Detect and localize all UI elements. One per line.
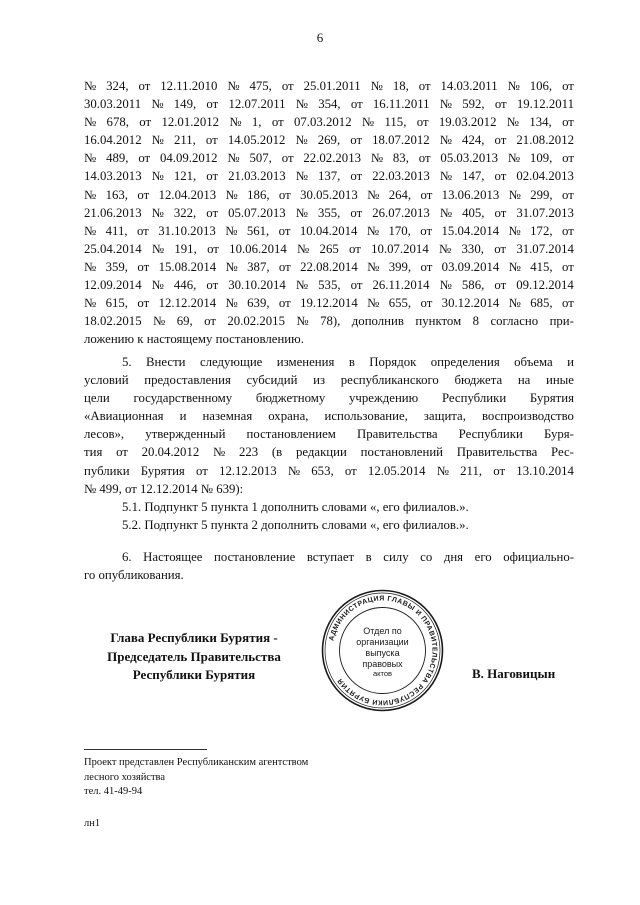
- text-line: 5.2. Подпункт 5 пункта 2 дополнить словами «, его филиалов.».: [122, 517, 469, 532]
- position-line: Республики Бурятия: [132, 667, 256, 682]
- footnote-divider: [84, 749, 207, 750]
- text-line: 18.02.2015 № 69, от 20.02.2015 № 78), дополнив пунктом 8 согласно при-: [84, 314, 574, 329]
- official-stamp: [320, 588, 445, 713]
- text-line: 25.04.2014 № 191, от 10.06.2014 № 265 от 10.07.2014 № 330, от 31.07.2014: [84, 241, 574, 256]
- paragraph-item-5: [84, 353, 574, 534]
- text-line: № 163, от 12.04.2013 № 186, от 30.05.2013 № 264, от 13.06.2013 № 299, от: [84, 187, 574, 202]
- text-line: го опубликования.: [84, 568, 184, 583]
- text-line: № 678, от 12.01.2012 № 1, от 07.03.2012 № 115, от 19.03.2012 № 134, от: [84, 115, 574, 130]
- text-line: условий предоставления субсидий из республиканского бюджета на иные: [84, 373, 574, 388]
- stamp-text: актов: [372, 669, 393, 678]
- text-line: № 411, от 31.10.2013 № 561, от 10.04.2014 № 170, от 15.04.2014 № 172, от: [84, 223, 574, 238]
- text-line: № 489, от 04.09.2012 № 507, от 22.02.2013 № 83, от 05.03.2013 № 109, от: [84, 151, 574, 166]
- text-line: «Авиационная и наземная охрана, использование, защита, воспроизводство: [84, 409, 574, 424]
- text-line: № 359, от 15.08.2014 № 387, от 22.08.2014 № 399, от 03.09.2014 № 415, от: [84, 259, 574, 274]
- text-line: № 324, от 12.11.2010 № 475, от 25.01.2011 № 18, от 14.03.2011 № 106, от: [84, 79, 574, 93]
- text-line: 16.04.2012 № 211, от 14.05.2012 № 269, от 18.07.2012 № 424, от 21.08.2012: [84, 133, 574, 148]
- paragraph-amendment-list: [84, 77, 574, 348]
- text-line: ложению к настоящему постановлению.: [84, 332, 304, 347]
- text-line: 5.1. Подпункт 5 пункта 1 дополнить словами «, его филиалов.».: [122, 499, 469, 514]
- stamp-text: Отдел по: [363, 626, 402, 636]
- position-line: Председатель Правительства: [107, 648, 281, 664]
- position-line: Глава Республики Бурятия -: [110, 630, 278, 645]
- stamp-text: выпуска: [365, 648, 400, 658]
- footnote-line: лесного хозяйства: [84, 771, 166, 783]
- stamp-text: правовых: [362, 659, 403, 669]
- text-line: лесов», утвержденный постановлением Правительства Республики Буря-: [84, 427, 574, 442]
- paragraph-item-6: [84, 548, 574, 584]
- text-line: № 615, от 12.12.2014 № 639, от 19.12.2014 № 655, от 30.12.2014 № 685, от: [84, 296, 574, 311]
- text-line: № 499, от 12.12.2014 № 639):: [84, 481, 244, 496]
- text-line: 14.03.2013 № 121, от 21.03.2013 № 137, от 22.03.2013 № 147, от 02.04.2013: [84, 169, 574, 184]
- footnote-line: тел. 41-49-94: [84, 786, 143, 797]
- text-line: 6. Настоящее постановление вступает в силу со дня его официально-: [122, 550, 574, 564]
- footnote-line: Проект представлен Республиканским агентством: [84, 757, 309, 768]
- text-line: 30.03.2011 № 149, от 12.07.2011 № 354, от 16.11.2011 № 592, от 19.12.2011: [84, 97, 574, 112]
- executor-initials: лн1: [84, 818, 101, 829]
- page-number: 6: [316, 30, 324, 45]
- text-line: 5. Внести следующие изменения в Порядок определения объема и: [122, 355, 574, 369]
- stamp-ring-text: АДМИНИСТРАЦИЯ ГЛАВЫ И ПРАВИТЕЛЬСТВА РЕСПУБЛИКИ БУРЯТИЯ: [328, 595, 438, 706]
- signatory-name: В. Наговицын: [472, 666, 556, 681]
- text-line: цели государственному бюджетному учреждению Республики Бурятия: [84, 391, 574, 406]
- signatory-position: [84, 629, 304, 685]
- footnote: [84, 756, 308, 800]
- text-line: 12.09.2014 № 446, от 30.10.2014 № 535, от 26.11.2014 № 586, от 09.12.2014: [84, 278, 574, 293]
- text-line: 21.06.2013 № 322, от 05.07.2013 № 355, от 26.07.2013 № 405, от 31.07.2013: [84, 205, 574, 220]
- stamp-text: организации: [356, 637, 409, 647]
- text-line: тия от 20.04.2012 № 223 (в редакции постановлений Правительства Рес-: [84, 445, 574, 460]
- text-line: публики Бурятия от 12.12.2013 № 653, от 12.05.2014 № 211, от 13.10.2014: [84, 463, 574, 478]
